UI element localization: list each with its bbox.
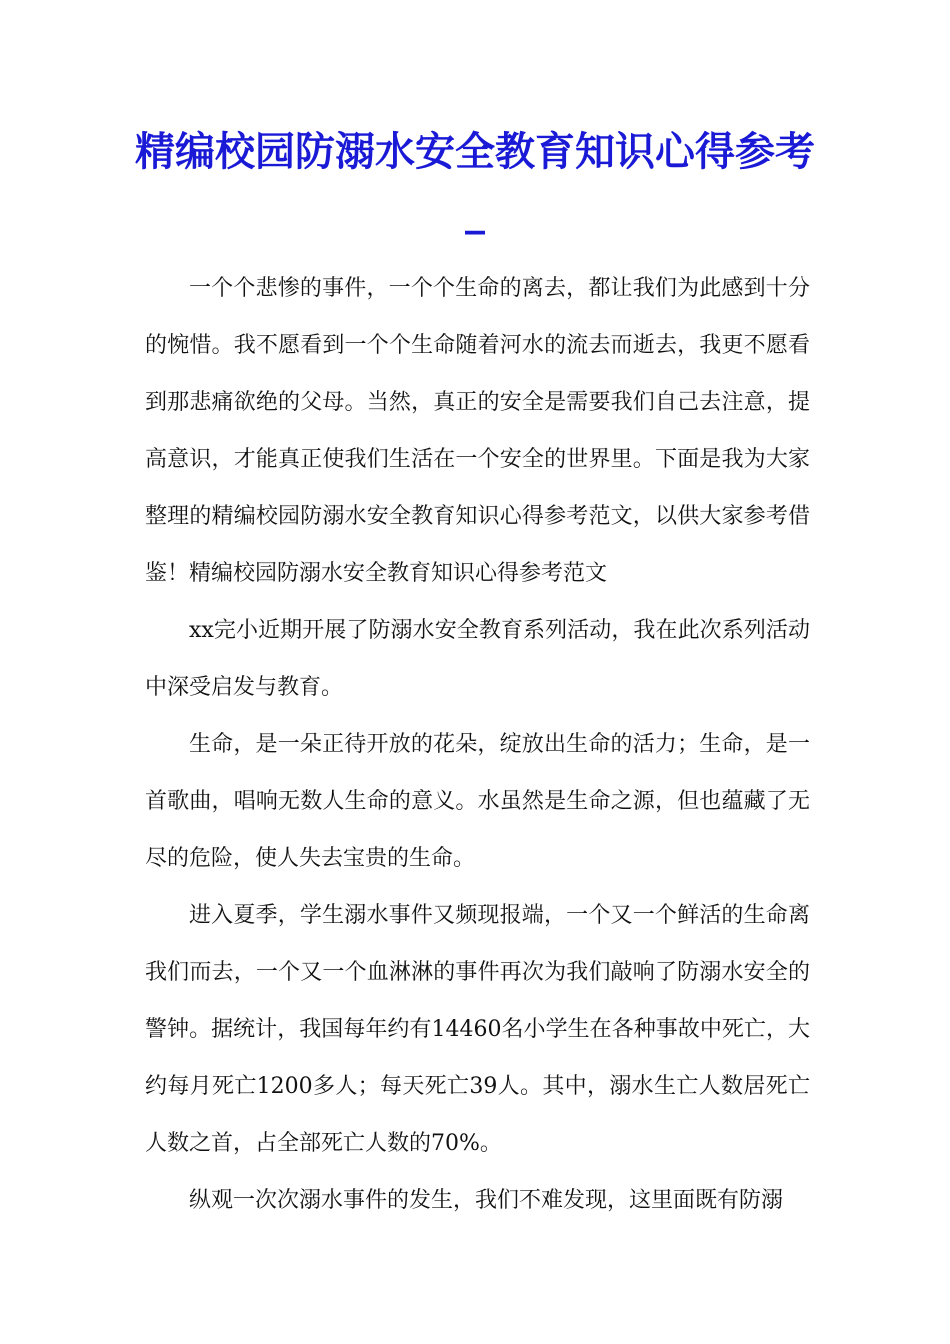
document-title: 精编校园防溺水安全教育知识心得参考_	[135, 128, 815, 235]
paragraph-statistics: 进入夏季，学生溺水事件又频现报端，一个又一个鲜活的生命离我们而去，一个又一个血淋淋的事件再次为我们敲响了防溺水安全的警钟。据统计，我国每年约有14460名小学生在各种事故中死亡，大约每月死亡1200多人；每天死亡39人。其中，溺水生亡人数居死亡人数之首，占全部死亡人数的70%。	[145, 903, 811, 1156]
paragraph-overview: 纵观一次次溺水事件的发生，我们不难发现，这里面既有防溺	[189, 1188, 784, 1213]
paragraph-intro: 一个个悲惨的事件，一个个生命的离去，都让我们为此感到十分的惋惜。我不愿看到一个个生命随着河水的流去而逝去，我更不愿看到那悲痛欲绝的父母。当然，真正的安全是需要我们自己去注意，提高意识，才能真正使我们生活在一个安全的世界里。下面是我为大家整理的精编校园防溺水安全教育知识心得参考范文，以供大家参考借鉴！精编校园防溺水安全教育知识心得参考范文	[145, 276, 810, 586]
paragraph-life: 生命，是一朵正待开放的花朵，绽放出生命的活力；生命，是一首歌曲，唱响无数人生命的意义。水虽然是生命之源，但也蕴藏了无尽的危险，使人失去宝贵的生命。	[145, 732, 810, 871]
document-body	[145, 260, 810, 1229]
paragraph-activity: xx完小近期开展了防溺水安全教育系列活动，我在此次系列活动中深受启发与教育。	[145, 618, 810, 700]
